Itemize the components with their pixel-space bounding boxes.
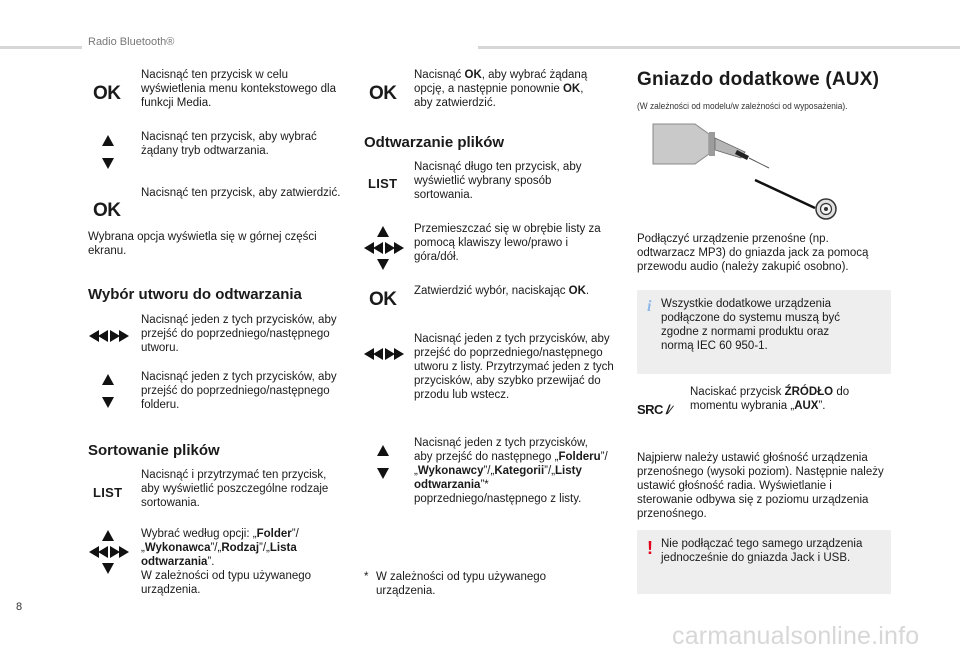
- aux-paragraph-2: Naciskać przycisk ŹRÓDŁO do momentu wybrania „AUX”.: [690, 386, 850, 412]
- header-divider-left: [0, 46, 82, 49]
- arrow-right-icon: [119, 330, 129, 342]
- col2-paragraph-1: Nacisnąć OK, aby wybrać żądaną opcję, a następnie ponownie OK, aby zatwierdzić.: [414, 69, 588, 109]
- col2-paragraph-5: Nacisnąć jeden z tych przycisków, aby przejść do poprzedniego/następnego utworu z listy. Przytrzymać jeden z tych przycisków, aby szybko przewijać do przodu lub wstecz.: [414, 333, 614, 401]
- arrow-down-icon: [377, 259, 389, 270]
- arrow-up-icon: [102, 530, 114, 541]
- info-note: [637, 290, 891, 374]
- arrow-right-icon: [394, 242, 404, 254]
- col2-paragraph-6: Nacisnąć jeden z tych przycisków, aby przejść do następnego „Folderu”/„Wykonawcy”/„Kategorii”/„Listy odtwarzania”* poprzedniego/następnego z listy.: [414, 437, 608, 505]
- heading-wybor-utworu: Wybór utworu do odtwarzania: [88, 286, 302, 303]
- warning-text: Nie podłączać tego samego urządzenia jednocześnie do gniazda Jack i USB.: [661, 538, 863, 564]
- arrow-right-icon: [394, 348, 404, 360]
- header-title: Radio Bluetooth®: [88, 36, 175, 48]
- col2-paragraph-4: Zatwierdzić wybór, naciskając OK.: [414, 285, 590, 297]
- ok-icon: OK: [93, 83, 121, 104]
- arrow-left-icon: [373, 348, 383, 360]
- jack-plug-illustration-icon: [637, 120, 857, 225]
- arrow-down-icon: [102, 397, 114, 408]
- col1-paragraph-2: Nacisnąć ten przycisk, aby wybrać żądany tryb odtwarzania.: [141, 131, 317, 157]
- aux-paragraph-3: Najpierw należy ustawić głośność urządzenia przenośnego (wysoki poziom). Następnie należy ustawić głośność radia. Wyświetlanie i sterowanie odbywa się z poziomu urządzenia przenośnego.: [637, 452, 884, 520]
- col2-paragraph-2: Nacisnąć długo ten przycisk, aby wyświetlić wybrany sposób sortowania.: [414, 161, 582, 201]
- aux-paragraph-1: Podłączyć urządzenie przenośne (np. odtwarzacz MP3) do gniazda jack za pomocą przewodu audio (należy zakupić osobno).: [637, 233, 869, 273]
- list-icon: LIST: [368, 176, 398, 191]
- heading-odtwarzanie: Odtwarzanie plików: [364, 134, 505, 151]
- col1-paragraph-4: Wybrana opcja wyświetla się w górnej części ekranu.: [88, 231, 317, 257]
- arrow-left-icon: [373, 242, 383, 254]
- col2-paragraph-3: Przemieszczać się w obrębie listy za pomocą klawiszy lewo/prawo i góra/dół.: [414, 223, 601, 263]
- col1-paragraph-5: Nacisnąć jeden z tych przycisków, aby przejść do poprzedniego/następnego utworu.: [141, 314, 337, 354]
- src-button-icon: SRC /∕: [637, 402, 671, 417]
- footnote-text: W zależności od typu używanego urządzenia.: [376, 571, 547, 597]
- col1-paragraph-3: Nacisnąć ten przycisk, aby zatwierdzić.: [141, 187, 341, 199]
- page-number: 8: [16, 601, 23, 613]
- arrow-left-icon: [98, 330, 108, 342]
- ok-icon: OK: [369, 289, 397, 310]
- info-text: Wszystkie dodatkowe urządzenia podłączone do systemu muszą być zgodne z normami produktu oraz normą IEC 60 950-1.: [661, 298, 840, 352]
- header-divider-right: [478, 46, 960, 49]
- watermark: carmanualsonline.info: [672, 622, 920, 650]
- aux-subtitle: (W zależności od modelu/w zależności od wyposażenia).: [637, 101, 848, 112]
- arrow-down-icon: [102, 158, 114, 169]
- footnote-mark: *: [364, 571, 369, 583]
- ok-icon: OK: [369, 83, 397, 104]
- arrow-up-icon: [377, 445, 389, 456]
- col1-paragraph-1: Nacisnąć ten przycisk w celu wyświetlenia menu kontekstowego dla funkcji Media.: [141, 69, 336, 109]
- warning-icon: !: [647, 538, 653, 558]
- col1-paragraph-6: Nacisnąć jeden z tych przycisków, aby przejść do poprzedniego/następnego folderu.: [141, 371, 337, 411]
- aux-title: Gniazdo dodatkowe (AUX): [637, 69, 880, 90]
- warning-note: [637, 530, 891, 594]
- arrow-left-icon: [98, 546, 108, 558]
- col1-paragraph-8: Wybrać według opcji: „Folder”/„Wykonawca”/„Rodzaj”/„Lista odtwarzania”. W zależności od typu używanego urządzenia.: [141, 528, 312, 596]
- arrow-up-icon: [377, 226, 389, 237]
- info-icon: i: [647, 298, 652, 315]
- arrow-down-icon: [377, 468, 389, 479]
- list-icon: LIST: [93, 485, 123, 500]
- heading-sortowanie: Sortowanie plików: [88, 442, 220, 459]
- col1-paragraph-7: Nacisnąć i przytrzymać ten przycisk, aby wyświetlić poszczególne rodzaje sortowania.: [141, 469, 329, 509]
- arrow-down-icon: [102, 563, 114, 574]
- arrow-right-icon: [119, 546, 129, 558]
- arrow-up-icon: [102, 374, 114, 385]
- ok-icon: OK: [93, 200, 121, 221]
- arrow-up-icon: [102, 135, 114, 146]
